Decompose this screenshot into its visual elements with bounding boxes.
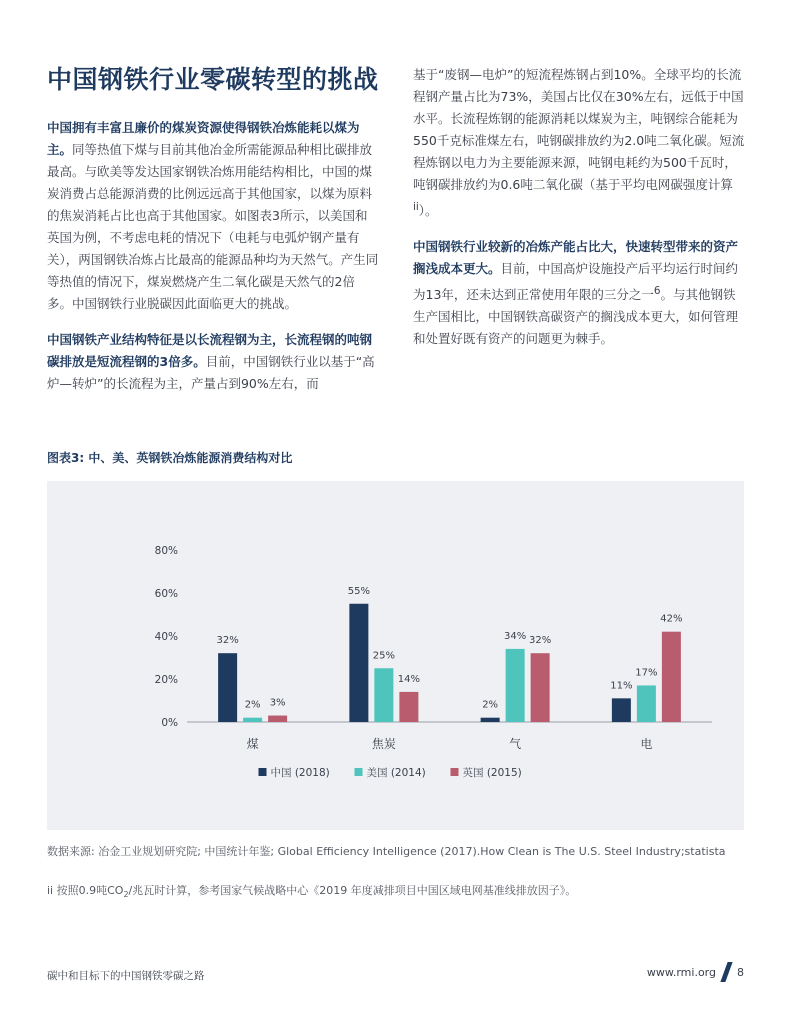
chart-container (47, 481, 744, 830)
legend-label: 中国 (2018) (270, 767, 330, 779)
data-label: 42% (660, 613, 683, 625)
data-label: 55% (347, 585, 370, 597)
paragraph-lead: 中国钢铁行业较新的冶炼产能占比大，快速转型带来的资产搁浅成本更大。 (413, 239, 739, 277)
legend-swatch (451, 768, 459, 776)
bar (349, 604, 368, 722)
data-label: 32% (216, 635, 239, 647)
bar-chart (47, 481, 744, 830)
figure-title: 图表3: 中、美、英钢铁冶炼能源消费结构对比 (47, 451, 293, 465)
legend-label: 美国 (2014) (366, 767, 426, 779)
bar (399, 692, 418, 722)
footer-url[interactable]: www.rmi.org (646, 965, 716, 979)
data-label: 3% (269, 697, 286, 709)
data-label: 17% (635, 667, 658, 679)
bar (637, 685, 656, 722)
data-label: 14% (397, 673, 420, 685)
footnote (47, 882, 747, 899)
paragraph-coal-resources (47, 117, 379, 315)
paragraph-body: 基于“废钢—电炉”的短流程炼钢占到10%。全球平均的长流程钢产量占比为73%，美国占比仅在30%左右，远低于中国水平。长流程炼钢的能源消耗以煤炭为主，吨钢综合能耗为550千克标准煤左右，吨钢碳排放约为2.0吨二氧化碳。短流程炼钢以电力为主要能源来源，吨钢电耗约为500千瓦时，吨钢碳排放约为0.6吨二氧化碳（基于平均电网碳强度计算 (413, 67, 745, 192)
y-tick-label: 0% (161, 717, 178, 729)
data-source: 数据来源: 冶金工业规划研究院; 中国统计年鉴; Global Efficiency Intelligence (2017).How Clean is The U.S. Steel Industry;statista (47, 845, 726, 858)
paragraph-stranded-assets (413, 236, 747, 350)
bar (662, 632, 681, 722)
legend-swatch (355, 768, 363, 776)
paragraph-body: 同等热值下煤与目前其他冶金所需能源品种相比碳排放最高。与欧美等发达国家钢铁冶炼用能结构相比，中国的煤炭消费占总能源消费的比例远远高于其他国家，以煤为原料的焦炭消耗占比也高于其他国家。如图表3所示，以美国和英国为例，不考虑电耗的情况下（电耗与电弧炉钢产量有关），两国钢铁冶炼占比最高的能源品种均为天然气。产生同等热值的情况下，煤炭燃烧产生二氧化碳是天然气的2倍多。中国钢铁行业脱碳因此面临更大的挑战。 (47, 142, 379, 311)
page-title: 中国钢铁行业零碳转型的挑战 (47, 65, 379, 94)
slash-divider-icon (720, 962, 732, 982)
legend-label: 英国 (2015) (462, 767, 522, 779)
footnote-ref[interactable]: 6 (653, 285, 661, 298)
x-tick-label: 电 (640, 737, 653, 751)
bar (268, 716, 287, 722)
data-label: 32% (529, 635, 552, 647)
footer-title: 碳中和目标下的中国钢铁零碳之路 (47, 970, 205, 982)
y-tick-label: 20% (154, 674, 178, 686)
footnote-subscript: 2 (123, 890, 129, 900)
footnote-prefix: ii 按照0.9吨CO (47, 884, 124, 897)
data-label: 34% (504, 630, 527, 642)
footnote-suffix: /兆瓦时计算，参考国家气候战略中心《2019 年度减排项目中国区域电网基准线排放因子》。 (128, 884, 577, 897)
data-label: 25% (372, 650, 395, 662)
paragraph-lead: 中国钢铁产业结构特征是以长流程钢为主，长流程钢的吨钢碳排放是短流程钢的3倍多。 (47, 332, 373, 369)
y-tick-label: 80% (154, 545, 178, 557)
x-tick-label: 焦炭 (371, 737, 396, 751)
bar (243, 718, 262, 722)
paragraph-short-process (413, 64, 747, 222)
bar (531, 653, 550, 722)
x-tick-label: 气 (509, 737, 522, 751)
left-column (47, 117, 379, 409)
paragraph-body: 目前，中国高炉设施投产后平均运行时间约为13年，还未达到正常使用年限的三分之一 (413, 261, 739, 303)
footnote-ref[interactable]: ii (413, 201, 419, 213)
y-tick-label: 40% (154, 631, 178, 643)
data-label: 2% (482, 699, 499, 711)
bar (612, 698, 631, 722)
footer-right (647, 962, 744, 982)
bar (506, 649, 525, 722)
bar (481, 718, 500, 722)
x-tick-label: 煤 (246, 737, 259, 751)
paragraph-lead: 中国拥有丰富且廉价的煤炭资源使得钢铁冶炼能耗以煤为主。 (47, 120, 360, 157)
y-tick-label: 60% (154, 588, 178, 600)
paragraph-end: 。与其他钢铁生产国相比，中国钢铁高碳资产的搁浅成本更大，如何管理和处置好既有资产的问题更为棘手。 (413, 287, 739, 347)
paragraph-body: 目前，中国钢铁行业以基于“高炉—转炉”的长流程为主，产量占到90%左右，而 (47, 354, 375, 391)
bar (374, 668, 393, 722)
page-number: 8 (737, 965, 744, 979)
data-label: 2% (244, 699, 261, 711)
data-label: 11% (610, 680, 633, 692)
legend-swatch (259, 768, 267, 776)
bar (218, 653, 237, 722)
right-column (413, 64, 747, 364)
paragraph-end: ）。 (418, 203, 438, 219)
paragraph-industry-structure (47, 329, 379, 395)
